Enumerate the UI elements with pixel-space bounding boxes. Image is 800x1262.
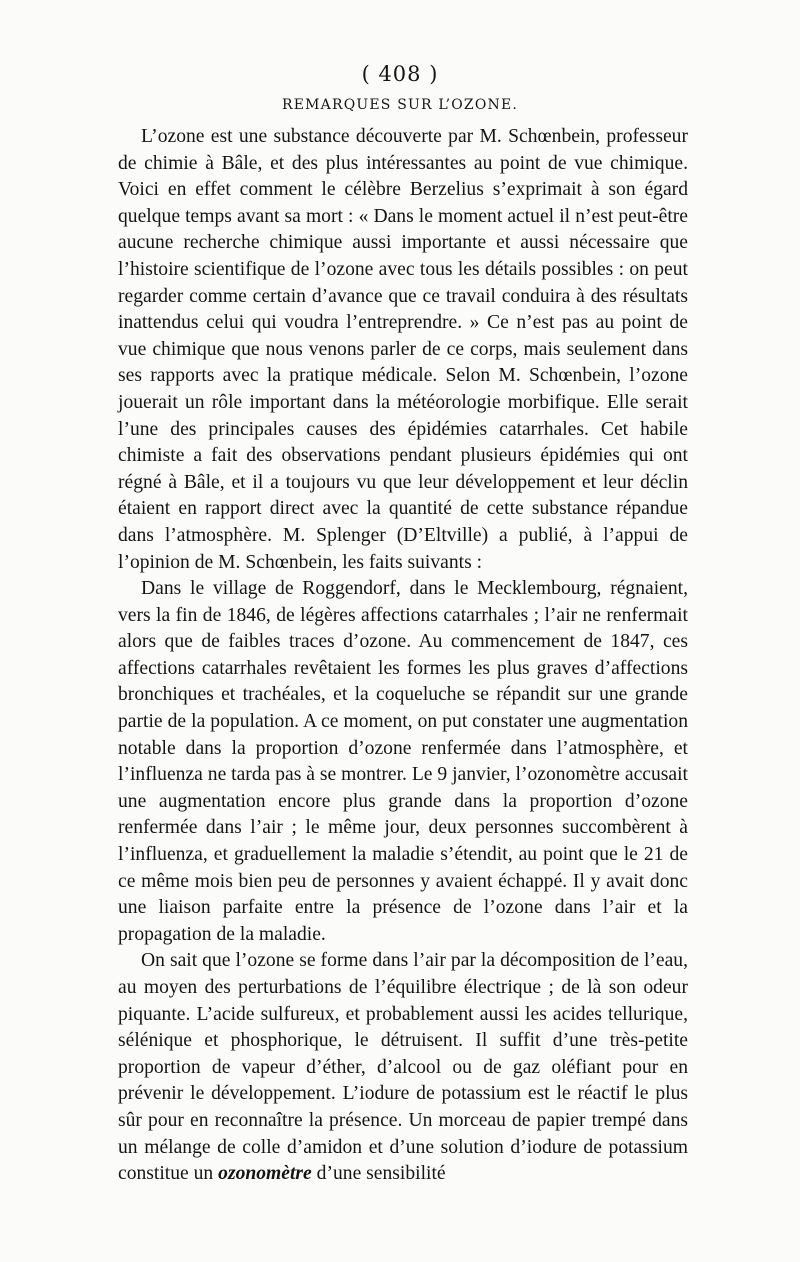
emphasized-term: ozonomètre (218, 1163, 312, 1185)
paragraph-2: Dans le village de Roggendorf, dans le Mecklembourg, régnaient, vers la fin de 1846, de légères affections catarrhales ; l’air ne renfermait alors que de faibles traces d’ozone. Au commencement de 1847, ces affections catarrhales revêtaient les formes les plus graves d’affections bronchiques et trachéales, et la coqueluche se répandit sur une grande partie de la population. A ce moment, on put constater une augmentation notable dans la proportion d’ozone renfermée dans l’atmosphère, et l’influenza ne tarda pas à se montrer. Le 9 janvier, l’ozonomètre accusait une augmentation encore plus grande dans la proportion d’ozone renfermée dans l’air ; le même jour, deux personnes succombèrent à l’influenza, et graduellement la maladie s’étendit, au point que le 21 de ce même mois bien peu de personnes y avaient échappé. Il y avait donc une liaison parfaite entre la présence de l’ozone dans l’air et la propagation de la maladie. (118, 578, 688, 945)
paragraph-1: L’ozone est une substance découverte par M. Schœnbein, professeur de chimie à Bâle, et des plus intéressantes au point de vue chimique. Voici en effet comment le célèbre Berzelius s’exprimait à son égard quelque temps avant sa mort : « Dans le moment actuel il n’est peut-être aucune recherche chimique aussi importante et aussi nécessaire que l’histoire scientifique de l’ozone avec tous les détails possibles : on peut regarder comme certain d’avance que ce travail conduira à des résultats inattendus celui qui voudra l’entreprendre. » Ce n’est pas au point de vue chimique que nous venons parler de ce corps, mais seulement dans ses rapports avec la pratique médicale. Selon M. Schœnbein, l’ozone jouerait un rôle important dans la météorologie morbifique. Elle serait l’une des principales causes des épidémies catarrhales. Cet habile chimiste a fait des observations pendant plusieurs épidémies qui ont régné à Bâle, et il a toujours vu que leur développement et leur déclin étaient en rapport direct avec la quantité de cette substance répandue dans l’atmosphère. M. Splenger (D’Eltville) a publié, à l’appui de l’opinion de M. Schœnbein, les faits suivants : (118, 126, 688, 573)
paragraph-3-text-before: On sait que l’ozone se forme dans l’air par la décomposition de l’eau, au moyen des perturbations de l’équilibre électrique ; de là son odeur piquante. L’acide sulfureux, et probablement aussi les acides tellurique, sélénique et phosphorique, le détruisent. Il suffit d’une très-petite proportion de vapeur d’éther, d’alcool ou de gaz oléfiant pour en prévenir le développement. L’iodure de potassium est le réactif le plus sûr pour en reconnaître la présence. Un morceau de papier trempé dans un mélange de colle d’amidon et d’une solution d’iodure de potassium constitue un (118, 950, 688, 1185)
body-text (118, 124, 688, 1188)
paragraph-3-text-after: d’une sensibilité (311, 1163, 446, 1185)
running-head: REMARQUES SUR L’OZONE. (281, 97, 519, 113)
page-number: ( 408 ) (361, 62, 439, 86)
paragraph-3 (118, 948, 688, 1187)
